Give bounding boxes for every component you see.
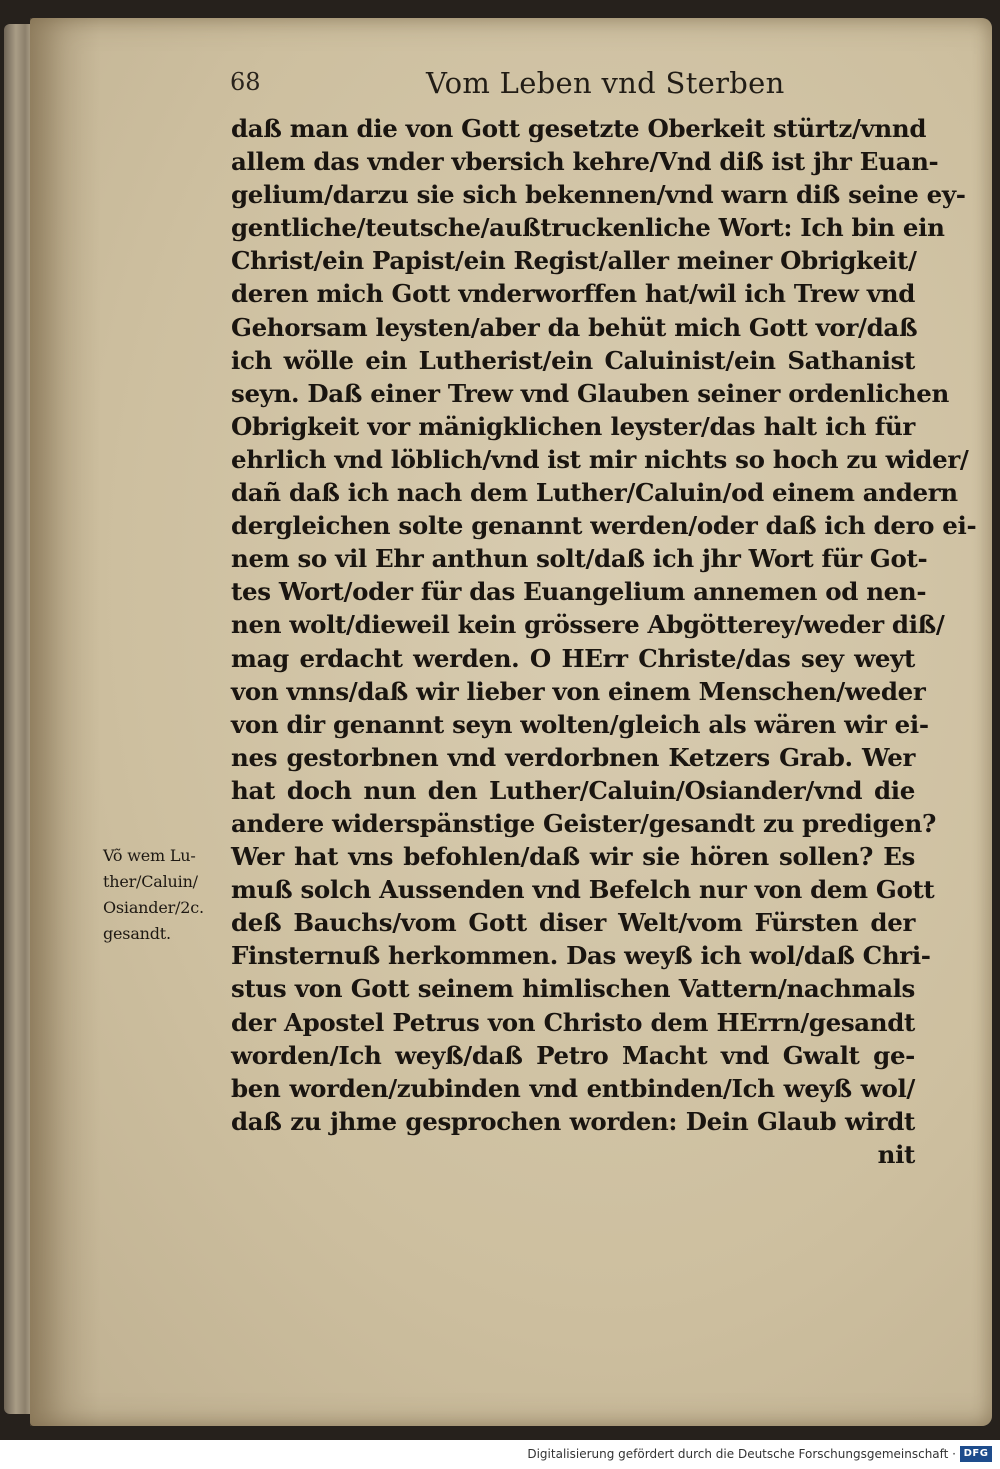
text-line: tes Wort/oder für das Euangelium annemen od nen- <box>231 577 927 607</box>
text-line: ben worden/zubinden vnd entbinden/Ich weyß wol/ <box>231 1073 915 1103</box>
marginal-note <box>103 843 227 947</box>
text-line: ich wölle ein Lutherist/ein Caluinist/ein Sathanist <box>231 345 915 375</box>
text-line: stus von Gott seinem himlischen Vattern/nachmals <box>231 974 915 1004</box>
text-line: nes gestorbnen vnd verdorbnen Ketzers Grab. Wer <box>231 742 915 772</box>
text-line: gelium/darzu sie sich bekennen/vnd warn diß seine ey- <box>231 180 966 210</box>
footer-bar <box>0 1440 1000 1469</box>
body-text <box>231 112 977 1171</box>
marginal-note-line: gesandt. <box>103 924 171 943</box>
text-line: von dir genannt seyn wolten/gleich als wären wir ei- <box>231 709 929 739</box>
text-line: allem das vnder vbersich kehre/Vnd diß ist jhr Euan- <box>231 147 939 177</box>
text-line: Gehorsam leysten/aber da behüt mich Gott vor/daß <box>231 312 918 342</box>
text-line: hat doch nun den Luther/Caluin/Osiander/vnd die <box>231 775 915 805</box>
text-line: nem so vil Ehr anthun solt/daß ich jhr Wort für Got- <box>231 544 928 574</box>
marginal-note-line: ther/Caluin/ <box>103 872 198 891</box>
marginal-note-line: Võ wem Lu- <box>103 846 196 865</box>
text-line: nit <box>877 1139 915 1169</box>
text-line: deß Bauchs/vom Gott diser Welt/vom Fürsten der <box>231 908 915 938</box>
text-line: deren mich Gott vnderworffen hat/wil ich Trew vnd <box>231 279 915 309</box>
text-line: worden/Ich weyß/daß Petro Macht vnd Gwalt ge- <box>231 1040 915 1070</box>
text-line: Finsternuß herkommen. Das weyß ich wol/daß Chri- <box>231 941 931 971</box>
text-line: gentliche/teutsche/außtruckenliche Wort: Ich bin ein <box>231 213 945 243</box>
text-line: Obrigkeit vor mänigklichen leyster/das halt ich für <box>231 411 915 441</box>
page-number: 68 <box>230 68 261 96</box>
text-line: daß zu jhme gesprochen worden: Dein Glaub wirdt <box>231 1106 915 1136</box>
text-line: dergleichen solte genannt werden/oder daß ich dero ei- <box>231 511 977 541</box>
page-header <box>226 64 916 108</box>
text-line: daß man die von Gott gesetzte Oberkeit stürtz/vnnd <box>231 114 927 143</box>
text-line: muß solch Aussenden vnd Befelch nur von dem Gott <box>231 875 935 905</box>
marginal-note-line: Osiander/2c. <box>103 898 204 917</box>
dfg-logo: DFG <box>960 1446 992 1462</box>
running-title: Vom Leben vnd Sterben <box>426 66 785 100</box>
text-line: seyn. Daß einer Trew vnd Glauben seiner ordenlichen <box>231 378 949 408</box>
text-line: Christ/ein Papist/ein Regist/aller meiner Obrigkeit/ <box>231 246 917 276</box>
gutter-shadow <box>30 18 100 1426</box>
text-line: von vnns/daß wir lieber von einem Menschen/weder <box>231 676 926 706</box>
text-line: Wer hat vns befohlen/daß wir sie hören sollen? Es <box>231 842 915 872</box>
text-line: dañ daß ich nach dem Luther/Caluin/od einem andern <box>231 478 958 508</box>
text-line: mag erdacht werden. O HErr Christe/das sey weyt <box>231 643 915 673</box>
text-line: ehrlich vnd löblich/vnd ist mir nichts so hoch zu wider/ <box>231 444 969 474</box>
text-line: der Apostel Petrus von Christo dem HErrn/gesandt <box>231 1007 915 1037</box>
funding-credit: Digitalisierung gefördert durch die Deutsche Forschungsgemeinschaft · <box>527 1447 956 1461</box>
text-line: nen wolt/dieweil kein grössere Abgötterey/weder diß/ <box>231 610 945 640</box>
text-line: andere widerspänstige Geister/gesandt zu predigen? <box>231 808 936 838</box>
